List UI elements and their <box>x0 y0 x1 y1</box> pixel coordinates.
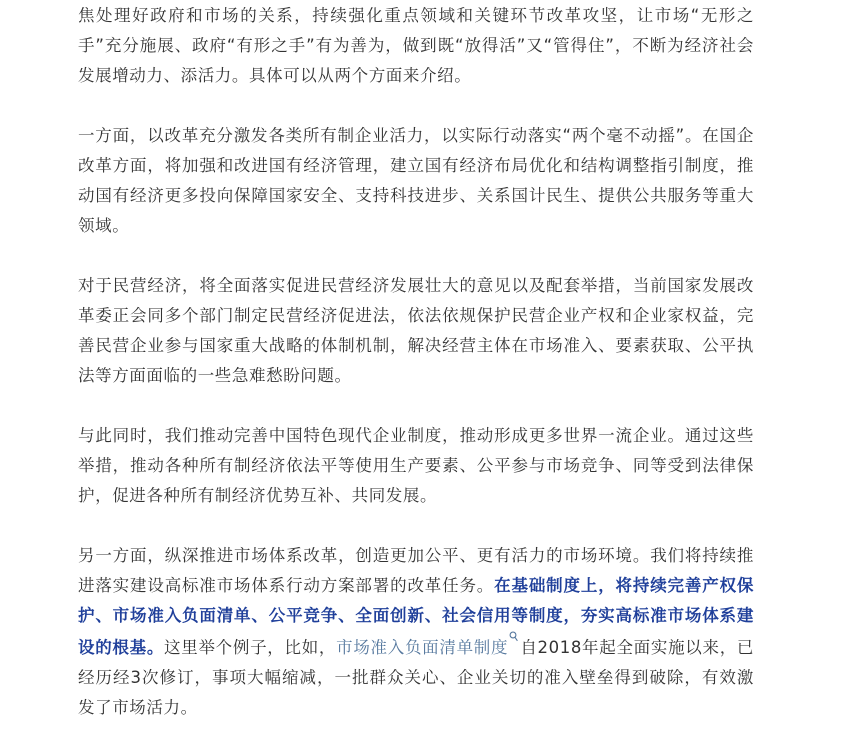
paragraph-modern-enterprise-system: 与此同时，我们推动完善中国特色现代企业制度，推动形成更多世界一流企业。通过这些举措，推动各种所有制经济依法平等使用生产要素、公平参与市场竞争、同等受到法律保护，促进各种所有制经济优势互补、共同发展。 <box>78 426 754 505</box>
highlighted-text: 在基础制度上，将持续完善产权保护、市场准入负面清单、公平竞争、全面创新、社会信用等制度，夯实高标准市场体系建设的根基。 <box>78 576 755 657</box>
search-icon[interactable] <box>509 631 518 643</box>
paragraph-private-economy: 对于民营经济，将全面落实促进民营经济发展壮大的意见以及配套举措，当前国家发展改革委正会同多个部门制定民营经济促进法，依法依规保护民营企业产权和企业家权益，完善民营企业参与国家重大战略的体制机制，解决经营主体在市场准入、要素获取、公平执法等方面面临的一些急难愁盼问题。 <box>78 276 754 385</box>
paragraph-intro-text: 另一方面，纵深推进市场体系改革，创造更加公平、更有活力的市场环境。我们将持续推进落实建设高标准市场体系行动方案部署的改革任务。 <box>78 546 754 595</box>
conclusion-text: 自2018年起全面实施以来，已经历经3次修订，事项大幅缩减，一批群众关心、企业关切的准入壁垒得到破除，有效激发了市场活力。 <box>78 638 755 717</box>
paragraph-state-enterprise-reform: 一方面，以改革充分激发各类所有制企业活力，以实际行动落实“两个毫不动摇”。在国企改革方面，将加强和改进国有经济管理，建立国有经济布局优化和结构调整指引制度，推动国有经济更多投向保障国家安全、支持科技进步、关系国计民生、提供公共服务等重大领域。 <box>78 126 754 235</box>
paragraph-market-system-reform <box>78 541 754 723</box>
paragraph-government-market: 焦处理好政府和市场的关系，持续强化重点领域和关键环节改革攻坚，让市场“无形之手”充分施展、政府“有形之手”有为善为，做到既“放得活”又“管得住”，不断为经济社会发展增动力、添活力。具体可以从两个方面来介绍。 <box>78 6 754 85</box>
example-prefix-text: 这里举个例子，比如， <box>164 638 337 657</box>
search-term-link[interactable]: 市场准入负面清单制度 <box>336 638 509 657</box>
article-body <box>78 0 754 753</box>
